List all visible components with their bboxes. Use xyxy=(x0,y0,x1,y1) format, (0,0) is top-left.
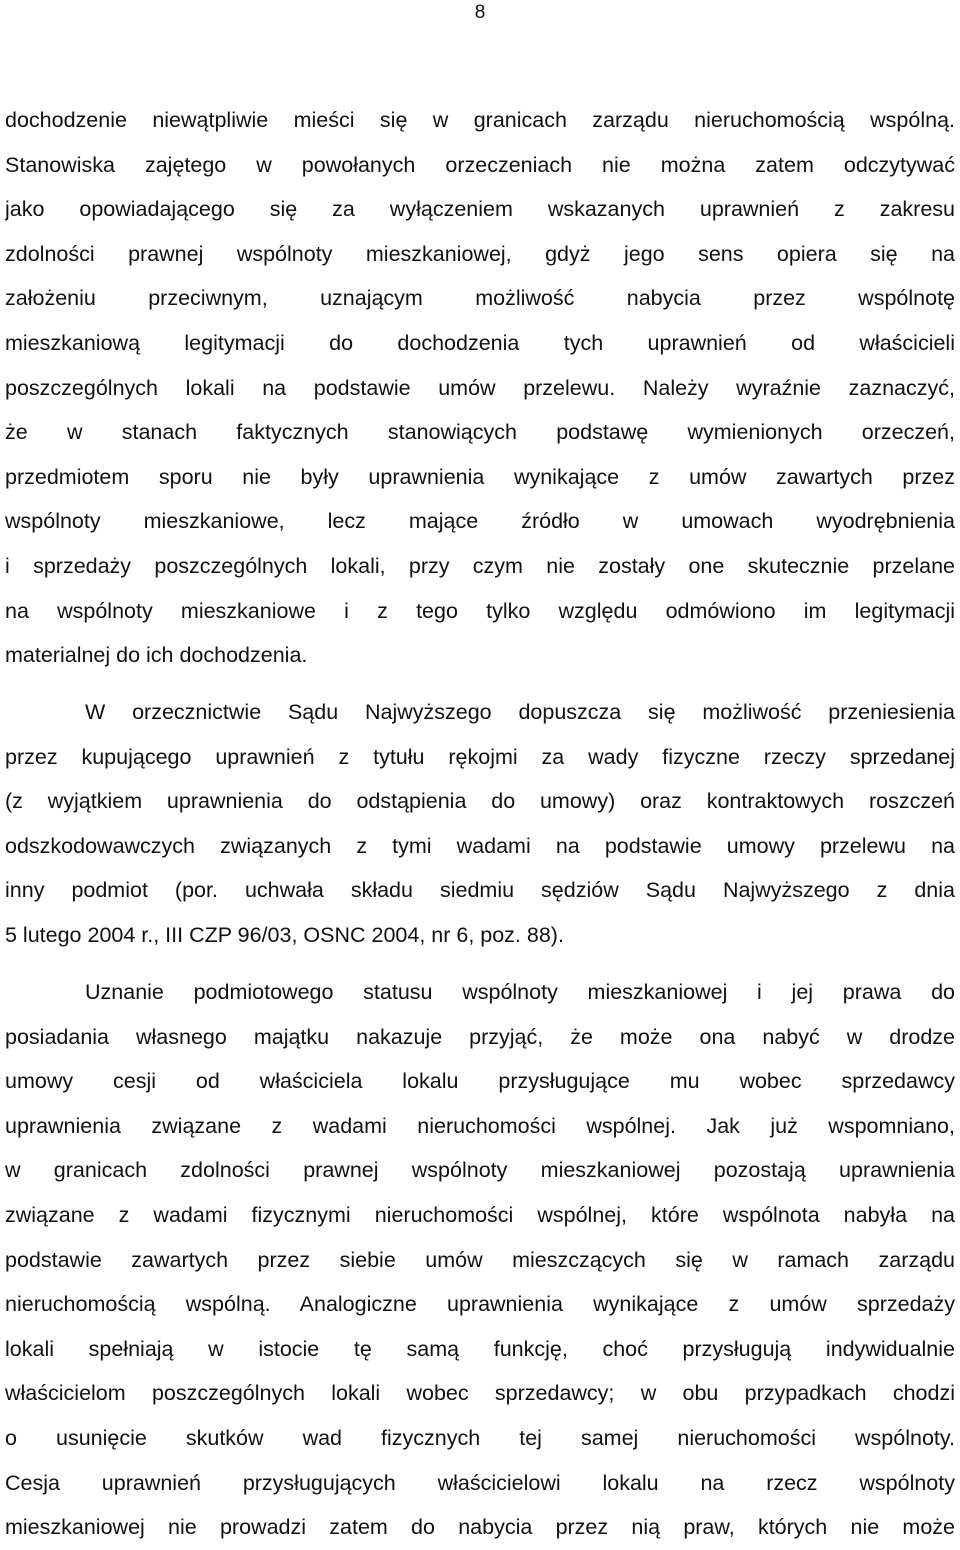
text-line: 5 lutego 2004 r., III CZP 96/03, OSNC 2004, nr 6, poz. 88). xyxy=(5,923,564,948)
text-line: jako opowiadającego się za wyłączeniem wskazanych uprawnień z zakresu xyxy=(5,197,955,222)
text-line: nieruchomością wspólną. Analogiczne uprawnienia wynikające z umów sprzedaży xyxy=(5,1292,955,1317)
text-line: przedmiotem sporu nie były uprawnienia wynikające z umów zawartych przez xyxy=(5,464,955,489)
text-line: inny podmiot (por. uchwała składu siedmiu sędziów Sądu Najwyższego z dnia xyxy=(5,878,955,903)
text-line: W orzecznictwie Sądu Najwyższego dopuszcza się możliwość przeniesienia xyxy=(85,700,955,725)
text-line: założeniu przeciwnym, uznającym możliwość nabycia przez wspólnotę xyxy=(5,286,955,311)
text-line: (z wyjątkiem uprawnienia do odstąpienia do umowy) oraz kontraktowych roszczeń xyxy=(5,789,955,814)
text-line: Uznanie podmiotowego statusu wspólnoty mieszkaniowej i jej prawa do xyxy=(85,980,955,1005)
text-line: materialnej do ich dochodzenia. xyxy=(5,643,308,668)
text-line: mieszkaniową legitymacji do dochodzenia tych uprawnień od właścicieli xyxy=(5,330,955,355)
text-line: związane z wadami fizycznymi nieruchomości wspólnej, które wspólnota nabyła na xyxy=(5,1203,955,1228)
text-line: lokali spełniają w istocie tę samą funkcję, choć przysługują indywidualnie xyxy=(5,1336,955,1361)
text-line: mieszkaniowej nie prowadzi zatem do nabycia przez nią praw, których nie może xyxy=(5,1515,955,1540)
text-line: o usunięcie skutków wad fizycznych tej samej nieruchomości wspólnoty. xyxy=(5,1426,955,1450)
text-line: Stanowiska zajętego w powołanych orzeczeniach nie można zatem odczytywać xyxy=(5,152,955,177)
text-line: przez kupującego uprawnień z tytułu rękojmi za wady fizyczne rzeczy sprzedanej xyxy=(5,744,955,769)
text-line: Cesja uprawnień przysługujących właścicielowi lokalu na rzecz wspólnoty xyxy=(5,1470,955,1495)
text-line: umowy cesji od właściciela lokalu przysługujące mu wobec sprzedawcy xyxy=(5,1069,955,1094)
paragraph-1 xyxy=(5,98,955,678)
text-line: i sprzedaży poszczególnych lokali, przy czym nie zostały one skutecznie przelane xyxy=(5,553,955,578)
document-body xyxy=(5,98,955,1550)
text-line: posiadania własnego majątku nakazuje przyjąć, że może ona nabyć w drodze xyxy=(5,1024,955,1049)
paragraph-3 xyxy=(5,970,955,1550)
text-line: podstawie zawartych przez siebie umów mieszczących się w ramach zarządu xyxy=(5,1247,955,1272)
text-line: dochodzenie niewątpliwie mieści się w granicach zarządu nieruchomością wspólną. xyxy=(5,108,955,132)
text-line: poszczególnych lokali na podstawie umów przelewu. Należy wyraźnie zaznaczyć, xyxy=(5,375,955,400)
text-line: wspólnoty mieszkaniowe, lecz mające źródło w umowach wyodrębnienia xyxy=(5,509,955,534)
page-number: 8 xyxy=(474,2,486,23)
text-line: w granicach zdolności prawnej wspólnoty mieszkaniowej pozostają uprawnienia xyxy=(5,1158,955,1183)
text-line: że w stanach faktycznych stanowiących podstawę wymienionych orzeczeń, xyxy=(5,420,955,445)
text-line: na wspólnoty mieszkaniowe i z tego tylko względu odmówiono im legitymacji xyxy=(5,598,955,623)
text-line: odszkodowawczych związanych z tymi wadami na podstawie umowy przelewu na xyxy=(5,833,955,858)
text-line: uprawnienia związane z wadami nieruchomości wspólnej. Jak już wspomniano, xyxy=(5,1113,955,1138)
text-line: właścicielom poszczególnych lokali wobec sprzedawcy; w obu przypadkach chodzi xyxy=(5,1381,955,1406)
text-line: zdolności prawnej wspólnoty mieszkaniowej, gdyż jego sens opiera się na xyxy=(5,241,955,266)
paragraph-2 xyxy=(5,690,955,958)
